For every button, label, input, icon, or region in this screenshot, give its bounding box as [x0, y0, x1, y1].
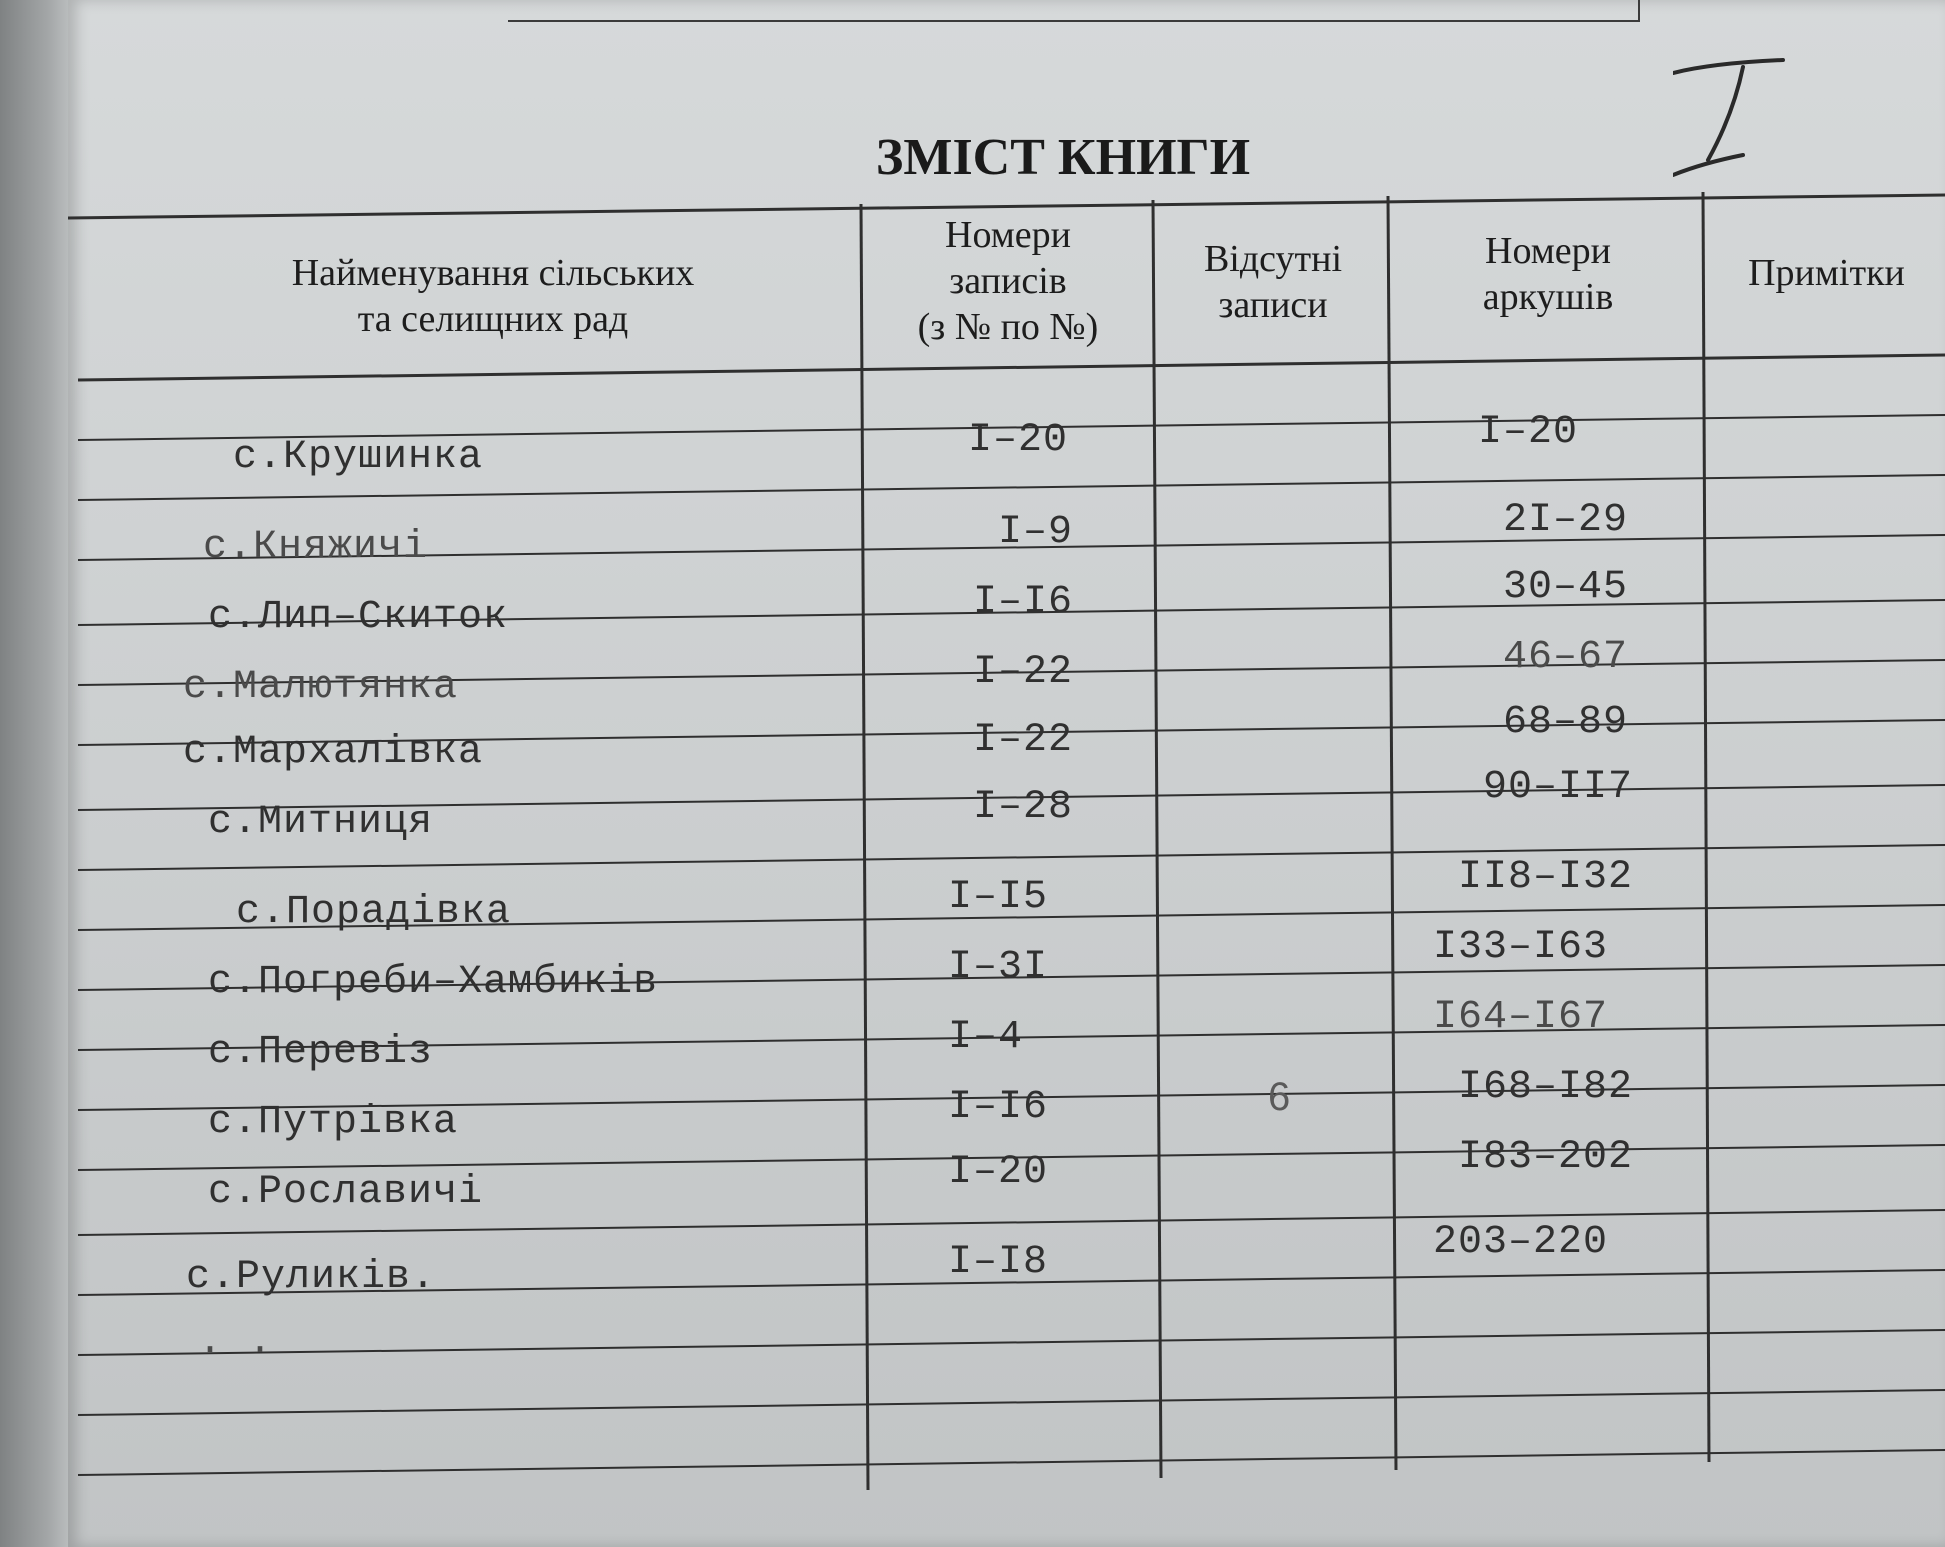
row-8-sheets: I33–I63	[1433, 925, 1609, 970]
row-11-sheets: I83–202	[1458, 1135, 1634, 1180]
row-10-records: I–I6	[948, 1085, 1049, 1130]
row-6-sheets: 90–II7	[1483, 765, 1634, 810]
row-1-sheets: I–20	[1478, 410, 1579, 455]
row-12-sheets: 203–220	[1433, 1220, 1609, 1265]
page-title: ЗМІСТ КНИГИ	[875, 129, 1251, 186]
row-1-records: I–20	[968, 418, 1069, 463]
row-6-settlement: с.Митниця	[208, 800, 434, 845]
row-7-records: I–I5	[948, 875, 1049, 920]
column-header-missing-records: Відсутні записи	[1203, 238, 1343, 326]
row-11-records: I–20	[948, 1150, 1049, 1195]
row-10-settlement: с.Путрівка	[208, 1100, 459, 1145]
row-3-settlement: с.Лип–Скиток	[208, 595, 509, 640]
ledger-page	[68, 0, 1945, 1547]
row-6-records: I–28	[973, 785, 1074, 830]
row-10-missing: 6	[1268, 1075, 1291, 1119]
row-12-records: I–I8	[948, 1240, 1049, 1285]
column-header-settlement: Найменування сільських та селищних рад	[291, 252, 695, 340]
row-11-settlement: с.Рославичі	[208, 1170, 484, 1215]
row-2-settlement: с.Княжичі	[203, 525, 429, 570]
row-9-sheets: I64–I67	[1433, 995, 1609, 1040]
row-7-sheets: II8–I32	[1458, 855, 1634, 900]
row-12-settlement: с.Руликів.	[186, 1255, 437, 1300]
row-8-records: I–3I	[948, 945, 1049, 990]
row-2-records: I–9	[998, 510, 1074, 555]
row-8-settlement: с.Погреби–Хамбиків	[208, 960, 659, 1005]
row-9-records: I–4	[948, 1015, 1024, 1060]
row-5-records: I–22	[973, 718, 1074, 763]
row-5-settlement: с.Мархалівка	[183, 730, 484, 775]
row-3-sheets: 30–45	[1503, 565, 1629, 610]
row-1-settlement: с.Крушинка	[233, 435, 484, 480]
row-9-settlement: с.Перевіз	[208, 1030, 434, 1075]
row-4-sheets: 46–67	[1503, 635, 1629, 680]
row-10-sheets: I68–I82	[1458, 1065, 1634, 1110]
column-header-notes: Примітки	[1748, 252, 1905, 294]
column-header-record-numbers: Номери записів (з № по №)	[917, 214, 1099, 348]
row-3-records: I–I6	[973, 580, 1074, 625]
row-4-records: I–22	[973, 650, 1074, 695]
row-5-sheets: 68–89	[1503, 700, 1629, 745]
row-2-sheets: 2I–29	[1503, 498, 1629, 543]
binding-edge	[0, 0, 68, 1547]
row-7-settlement: с.Порадівка	[236, 890, 512, 935]
row-4-settlement: с.Малютянка	[183, 665, 459, 710]
stray-mark: . .	[198, 1320, 274, 1365]
column-header-sheet-numbers: Номери аркушів	[1482, 230, 1614, 318]
